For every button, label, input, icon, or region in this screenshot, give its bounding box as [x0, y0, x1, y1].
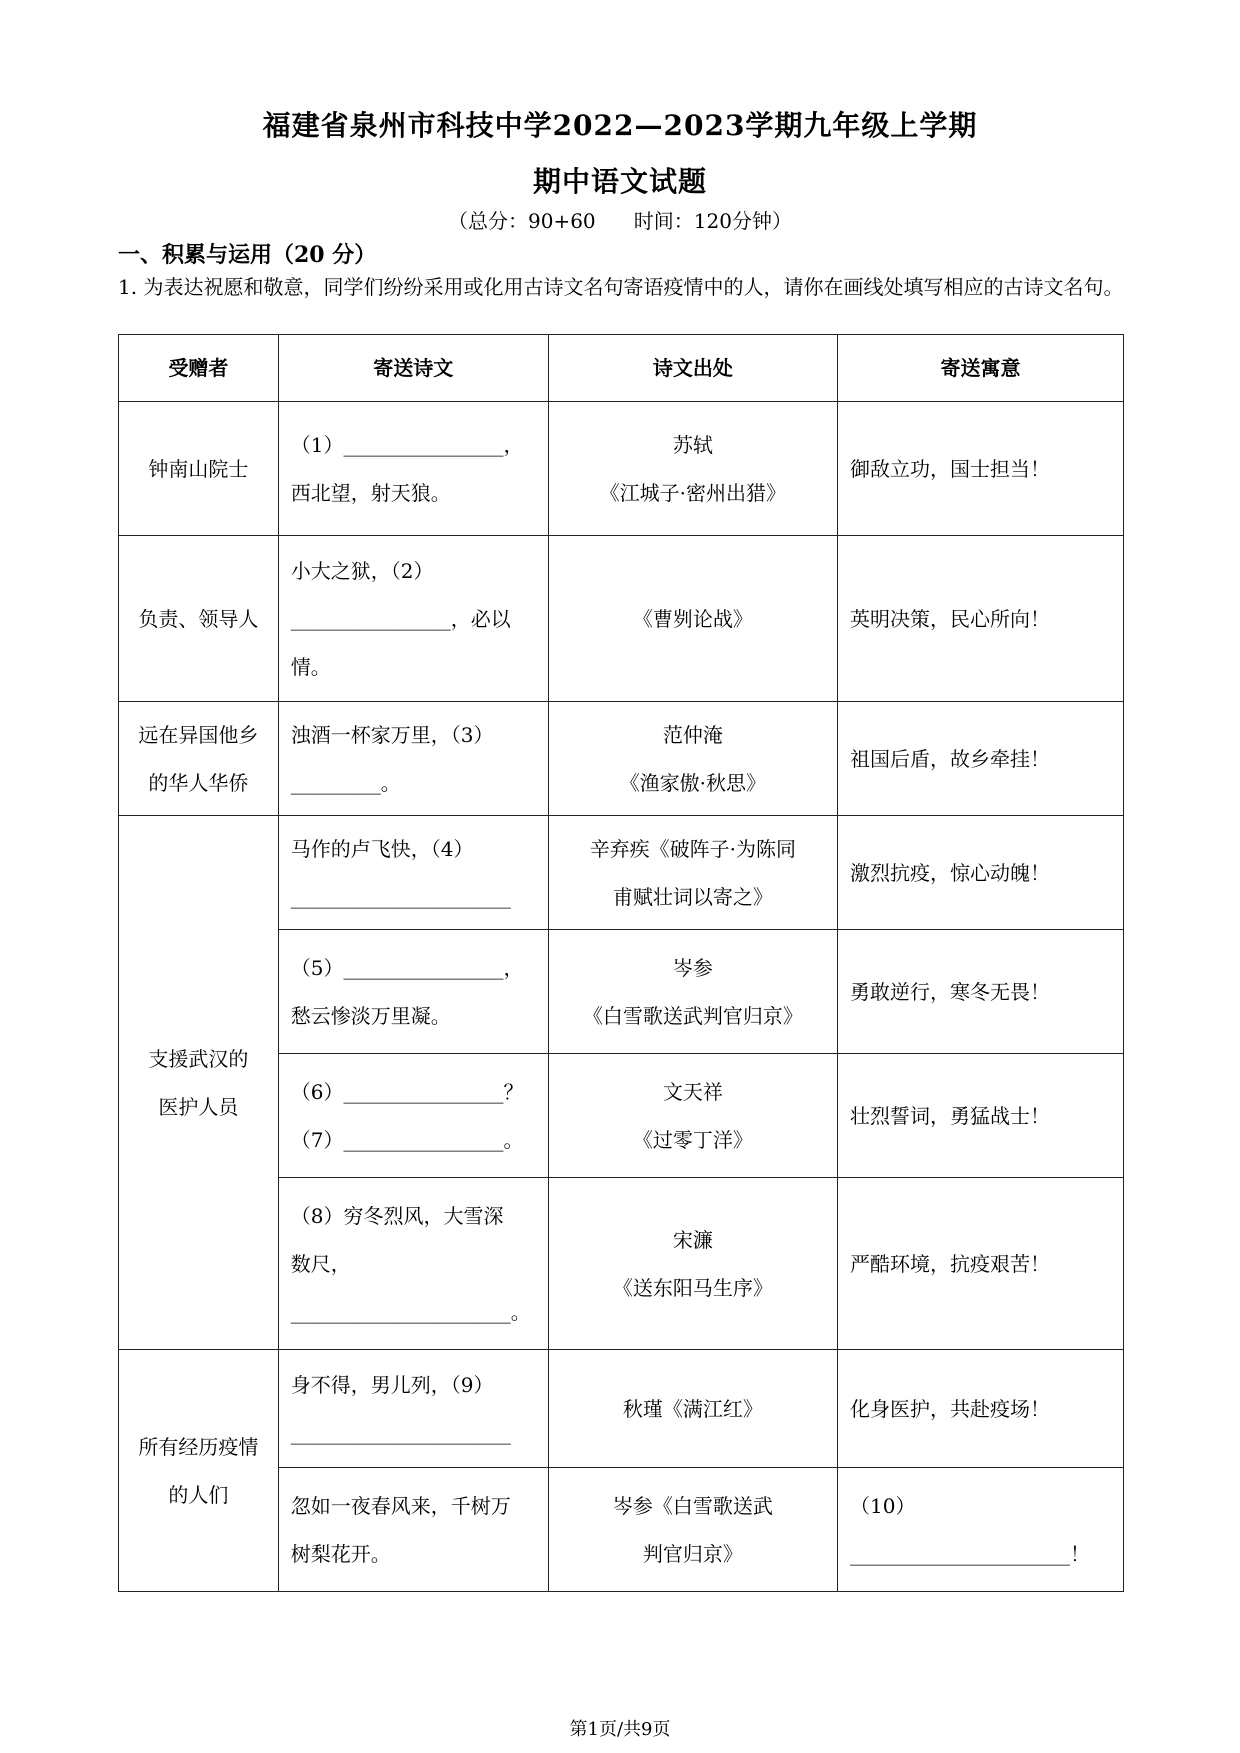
meaning-cell	[838, 702, 1124, 816]
section-heading: 一、积累与运用（20 分）	[118, 242, 377, 268]
source-cell	[548, 536, 837, 702]
header-poem: 寄送诗文	[278, 335, 548, 402]
poem-line: （6）________________？	[290, 1079, 524, 1104]
recipient-line: 所有经历疫情	[138, 1434, 259, 1459]
meaning-cell	[838, 1054, 1124, 1178]
source-cell	[548, 1350, 837, 1468]
poem-line: （5）________________，	[290, 955, 524, 980]
poem-cell	[278, 402, 548, 536]
poem-line: 忽如一夜春风来，千树万	[290, 1493, 511, 1518]
source-cell	[548, 816, 837, 930]
table-row	[119, 816, 1124, 930]
poem-line: ________________，必以	[290, 606, 511, 631]
recipient-line: 的人们	[168, 1482, 229, 1507]
header-recipient: 受赠者	[119, 335, 279, 402]
poem-line: 马作的卢飞快，（4）	[290, 836, 474, 861]
table-row	[119, 402, 1124, 536]
meaning-line: 严酷环境，抗疫艰苦！	[850, 1251, 1051, 1276]
meaning-cell	[838, 1350, 1124, 1468]
exam-title-line1: 福建省泉州市科技中学2022—2023学期九年级上学期	[262, 109, 978, 142]
source-line: 《白雪歌送武判官归京》	[582, 1003, 803, 1028]
poem-line: 身不得，男儿列，（9）	[290, 1372, 494, 1397]
meaning-line: 英明决策，民心所向！	[850, 606, 1051, 631]
poem-line: 西北望，射天狼。	[290, 480, 451, 505]
source-line: 《渔家傲·秋思》	[619, 770, 767, 795]
poem-line: ______________________	[290, 1420, 511, 1445]
meaning-line: ______________________！	[850, 1541, 1091, 1566]
recipient-line: 医护人员	[158, 1094, 239, 1119]
meaning-line: 勇敢逆行，寒冬无畏！	[850, 979, 1051, 1004]
meaning-cell	[838, 402, 1124, 536]
recipient-line: 支援武汉的	[148, 1046, 249, 1071]
source-line: 宋濂	[672, 1227, 713, 1252]
meaning-line: （10）	[850, 1493, 916, 1518]
source-line: 《过零丁洋》	[632, 1127, 753, 1152]
meaning-cell	[838, 930, 1124, 1054]
poem-line: _________。	[290, 770, 401, 795]
source-line: 判官归京》	[642, 1541, 743, 1566]
source-line: 文天祥	[662, 1079, 723, 1104]
meaning-cell	[838, 1468, 1124, 1592]
source-line: 苏轼	[672, 432, 713, 457]
question-1-text: 1. 为表达祝愿和敬意，同学们纷纷采用或化用古诗文名句寄语疫情中的人，请你在画线处填写相应的古诗文名句。	[118, 275, 1124, 299]
source-line: 《曹刿论战》	[632, 606, 753, 631]
poem-cell	[278, 1054, 548, 1178]
poem-line: ______________________	[290, 884, 511, 909]
recipient-cell	[119, 1350, 279, 1592]
poem-line: 小大之狱，（2）	[290, 558, 434, 583]
source-line: 《送东阳马生序》	[612, 1275, 773, 1300]
meaning-cell	[838, 1178, 1124, 1350]
poem-table	[118, 334, 1124, 1592]
source-cell	[548, 930, 837, 1054]
poem-line: ______________________。	[290, 1299, 531, 1324]
recipient-cell	[119, 816, 279, 1350]
poem-line: 愁云惨淡万里凝。	[290, 1003, 451, 1028]
table-row	[119, 536, 1124, 702]
meaning-line: 御敌立功，国士担当！	[850, 456, 1051, 481]
header-source: 诗文出处	[548, 335, 837, 402]
recipient-line: 负责、领导人	[138, 606, 259, 631]
table-row	[119, 1350, 1124, 1468]
poem-cell	[278, 1178, 548, 1350]
meaning-line: 祖国后盾，故乡牵挂！	[850, 746, 1051, 771]
poem-cell	[278, 930, 548, 1054]
source-line: 岑参	[672, 955, 713, 980]
meaning-cell	[838, 816, 1124, 930]
meaning-line: 激烈抗疫，惊心动魄！	[850, 860, 1051, 885]
poem-line: （7）________________。	[290, 1127, 524, 1152]
source-line: 辛弃疾《破阵子·为陈同	[589, 836, 797, 861]
table-header-row	[119, 335, 1124, 402]
recipient-cell	[119, 402, 279, 536]
poem-cell	[278, 816, 548, 930]
source-cell	[548, 1178, 837, 1350]
poem-line: （8）穷冬烈风，大雪深	[290, 1203, 504, 1228]
meaning-cell	[838, 536, 1124, 702]
recipient-line: 钟南山院士	[148, 456, 249, 481]
poem-line: 数尺，	[290, 1251, 351, 1276]
poem-cell	[278, 1350, 548, 1468]
meaning-line: 壮烈誓词，勇猛战士！	[850, 1103, 1051, 1128]
source-line: 范仲淹	[662, 722, 723, 747]
recipient-cell	[119, 702, 279, 816]
poem-cell	[278, 536, 548, 702]
exam-subtitle: （总分：90+60 时间：120分钟）	[448, 209, 792, 233]
exam-title-line2: 期中语文试题	[532, 165, 707, 198]
poem-line: 浊酒一杯家万里，（3）	[290, 722, 494, 747]
source-cell	[548, 702, 837, 816]
recipient-line: 的华人华侨	[148, 770, 249, 795]
source-cell	[548, 1054, 837, 1178]
poem-line: 情。	[290, 654, 331, 679]
poem-line: 树梨花开。	[290, 1541, 391, 1566]
page-number: 第1页/共9页	[569, 1719, 671, 1740]
source-line: 《江城子·密州出猎》	[599, 480, 787, 505]
meaning-line: 化身医护，共赴疫场！	[850, 1396, 1051, 1421]
table-row	[119, 702, 1124, 816]
recipient-line: 远在异国他乡	[138, 722, 259, 747]
poem-cell	[278, 1468, 548, 1592]
source-cell	[548, 1468, 837, 1592]
source-line: 甫赋壮词以寄之》	[612, 884, 773, 909]
poem-line: （1）________________，	[290, 432, 524, 457]
source-line: 岑参《白雪歌送武	[612, 1493, 773, 1518]
source-line: 秋瑾《满江红》	[622, 1396, 763, 1421]
source-cell	[548, 402, 837, 536]
poem-cell	[278, 702, 548, 816]
recipient-cell	[119, 536, 279, 702]
header-meaning: 寄送寓意	[838, 335, 1124, 402]
